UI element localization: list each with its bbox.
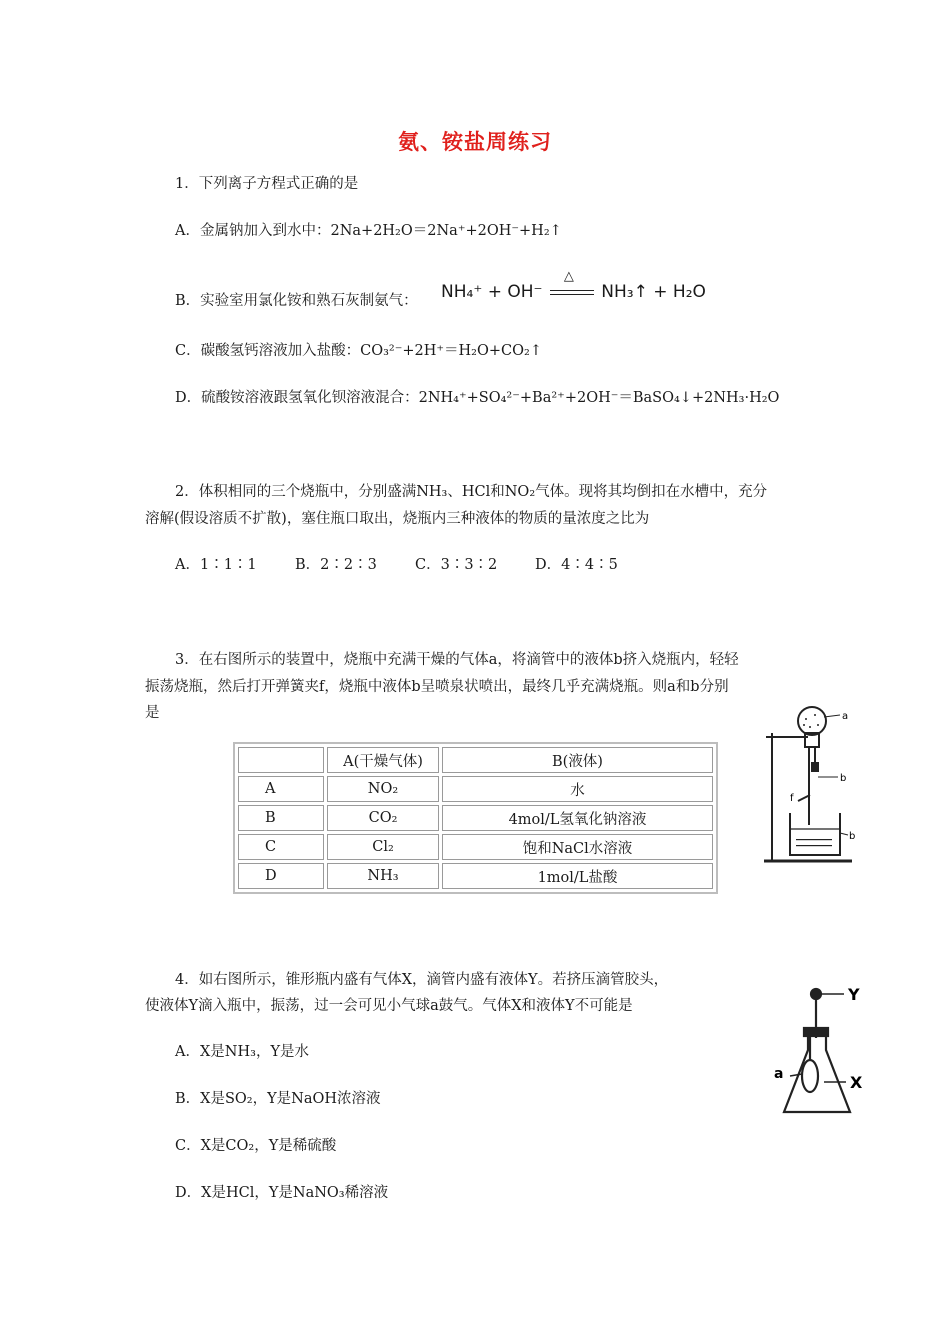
q4-stem-line2: 使液体Y滴入瓶中，振荡，过一会可见小气球a鼓气。气体X和液体Y不可能是	[145, 998, 633, 1014]
q2-option-d: D．4∶4∶5	[535, 557, 618, 573]
q4-option-b: B．X是SO₂，Y是NaOH浓溶液	[175, 1091, 381, 1107]
q1-stem: 1．下列离子方程式正确的是	[175, 176, 359, 192]
clamp-label: f	[790, 793, 794, 804]
table-header-cell	[238, 747, 324, 773]
q4-option-d: D．X是HCl，Y是NaNO₃稀溶液	[175, 1185, 389, 1201]
table-cell: 水	[442, 776, 713, 802]
q3-stem-line3: 是	[145, 705, 160, 721]
q2-option-a: A．1∶1∶1	[175, 557, 257, 573]
flask-label: a	[842, 711, 849, 722]
table-cell: C	[238, 834, 324, 860]
table-row	[238, 805, 713, 831]
q1-option-b-label: B．实验室用氯化铵和熟石灰制氨气：	[175, 293, 418, 309]
dropper-bulb	[812, 763, 818, 771]
q2-option-c: C．3∶3∶2	[415, 557, 498, 573]
page-title: 氨、铵盐周练习	[398, 129, 552, 154]
table-cell: CO₂	[327, 805, 439, 831]
table-cell: A	[238, 776, 324, 802]
stopper	[804, 1028, 828, 1036]
q1-option-c-eq: CO₃²⁻+2H⁺＝H₂O+CO₂↑	[360, 343, 542, 359]
q1-option-c-label: C．碳酸氢钙溶液加入盐酸：	[175, 343, 361, 359]
table-header-cell: A(干燥气体)	[327, 747, 439, 773]
beaker	[790, 813, 840, 855]
conical-flask-figure	[768, 980, 880, 1120]
beaker-label: b	[849, 831, 856, 842]
table-row	[238, 776, 713, 802]
dropper-bulb	[811, 989, 821, 999]
q3-stem-line1: 3．在右图所示的装置中，烧瓶中充满干燥的气体a，将滴管中的液体b挤入烧瓶内，轻轻	[175, 652, 739, 668]
table-cell: NO₂	[327, 776, 439, 802]
liquid-y-label: Y	[848, 985, 860, 1004]
table-cell: B	[238, 805, 324, 831]
table-cell: 饱和NaCl水溶液	[442, 834, 713, 860]
q4-option-c: C．X是CO₂，Y是稀硫酸	[175, 1138, 337, 1154]
balloon-a-label: a	[774, 1066, 784, 1082]
fountain-apparatus-figure	[760, 705, 865, 867]
q4-option-a: A．X是NH₃，Y是水	[175, 1044, 310, 1060]
table-cell: D	[238, 863, 324, 889]
q1-option-b-eq	[441, 269, 706, 302]
q4-stem-line1: 4．如右图所示，锥形瓶内盛有气体X，滴管内盛有液体Y。若挤压滴管胶头，	[175, 972, 669, 988]
q1-option-a-eq: 2Na+2H₂O＝2Na⁺+2OH⁻+H₂↑	[330, 223, 562, 239]
heat-symbol: △	[563, 269, 574, 284]
balloon	[802, 1060, 818, 1092]
q1-option-d	[175, 387, 779, 409]
table-header-row	[238, 747, 713, 773]
table-row	[238, 834, 713, 860]
table-cell: 1mol/L盐酸	[442, 863, 713, 889]
q3-stem-line2: 振荡烧瓶，然后打开弹簧夹f，烧瓶中液体b呈喷泉状喷出，最终几乎充满烧瓶。则a和b分别	[145, 679, 729, 695]
q2-stem-line1: 2．体积相同的三个烧瓶中，分别盛满NH₃、HCl和NO₂气体。现将其均倒扣在水槽中，充分	[175, 484, 768, 500]
q2-option-b: B．2∶2∶3	[295, 557, 377, 573]
q2-stem-line2: 溶解(假设溶质不扩散)，塞住瓶口取出，烧瓶内三种液体的物质的量浓度之比为	[145, 511, 650, 527]
q1-option-d-label: D．硫酸铵溶液跟氢氧化钡溶液混合：	[175, 390, 419, 406]
gas-x-label: X	[850, 1073, 863, 1092]
q1-option-b-eq-right: NH₃↑ + H₂O	[601, 282, 706, 302]
round-flask	[798, 707, 826, 735]
q3-options-table	[233, 742, 718, 894]
table-cell: Cl₂	[327, 834, 439, 860]
q1-option-b-eq-left: NH₄⁺ + OH⁻	[441, 282, 543, 302]
q1-option-a-label: A．金属钠加入到水中：	[175, 223, 331, 239]
q1-option-a	[175, 220, 562, 242]
table-row	[238, 863, 713, 889]
q1-option-d-eq: 2NH₄⁺+SO₄²⁻+Ba²⁺+2OH⁻＝BaSO₄↓+2NH₃·H₂O	[418, 390, 780, 406]
table-header-cell: B(液体)	[442, 747, 713, 773]
dropper-label: b	[840, 773, 847, 784]
table-cell: 4mol/L氢氧化钠溶液	[442, 805, 713, 831]
table-cell: NH₃	[327, 863, 439, 889]
q1-option-c	[175, 340, 542, 362]
